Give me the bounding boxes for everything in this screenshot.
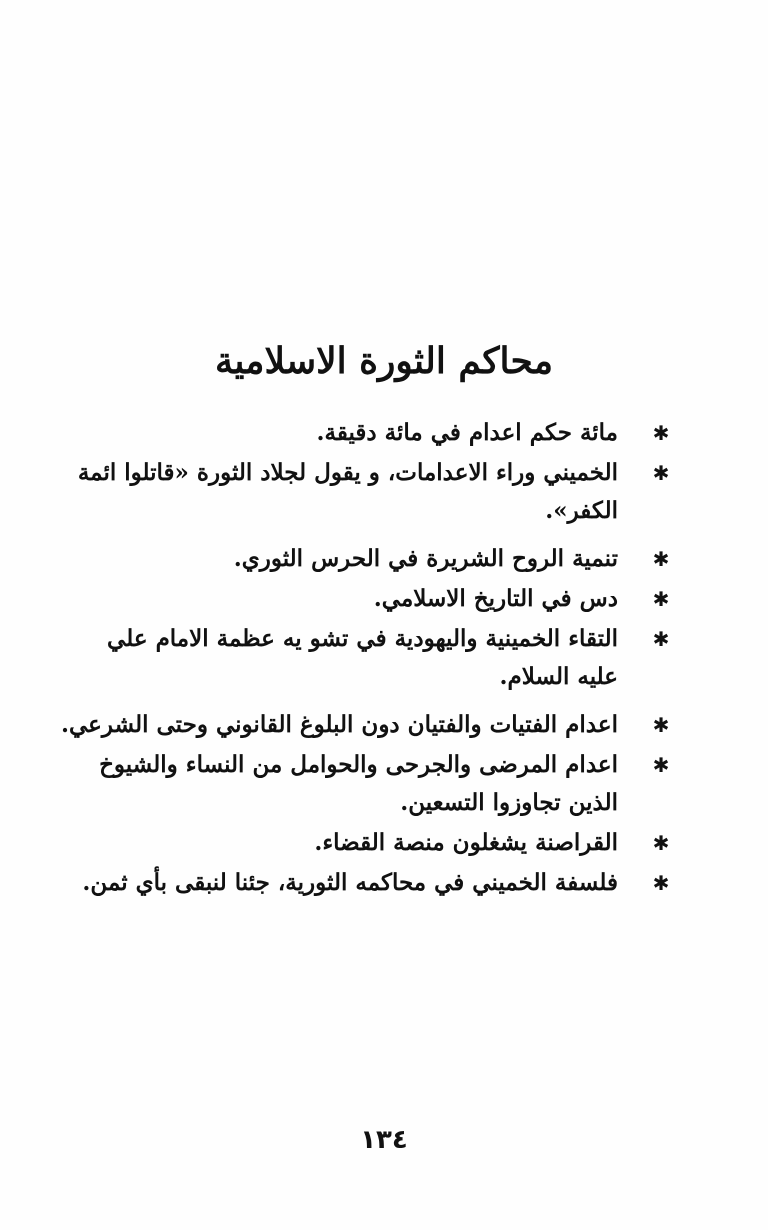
- asterisk-icon: ✱: [652, 461, 670, 485]
- asterisk-icon: ✱: [652, 871, 670, 895]
- asterisk-icon: ✱: [652, 627, 670, 651]
- list-item: [60, 824, 680, 862]
- asterisk-icon: ✱: [652, 831, 670, 855]
- list-item-text: فلسفة الخميني في محاكمه الثورية، جئنا لنبقى بأي ثمن.: [82, 869, 618, 896]
- list-item: [60, 540, 680, 578]
- page-number: ١٣٤: [360, 1125, 408, 1155]
- list-item-text: دس في التاريخ الاسلامي.: [373, 585, 618, 612]
- asterisk-icon: ✱: [652, 753, 670, 777]
- list-item: [60, 746, 680, 822]
- list-item: [60, 620, 680, 696]
- list-item: [60, 414, 680, 452]
- list-item: [60, 454, 680, 530]
- list-item-text: القراصنة يشغلون منصة القضاء.: [314, 829, 618, 856]
- asterisk-icon: ✱: [652, 713, 670, 737]
- list-item-text: تنمية الروح الشريرة في الحرس الثوري.: [233, 545, 618, 572]
- asterisk-icon: ✱: [652, 421, 670, 445]
- asterisk-icon: ✱: [652, 587, 670, 611]
- list-item: [60, 580, 680, 618]
- list-item: [60, 864, 680, 902]
- chapter-title: محاكم الثورة الاسلامية: [215, 340, 553, 383]
- list-item-text: التقاء الخمينية واليهودية في تشو يه عظمة الامام علي عليه السلام.: [107, 625, 618, 690]
- bullet-list: [60, 414, 680, 904]
- list-item-text: الخميني وراء الاعدامات، و يقول لجلاد الثورة «قاتلوا ائمة الكفر».: [77, 459, 618, 524]
- asterisk-icon: ✱: [652, 547, 670, 571]
- list-item-text: اعدام المرضى والجرحى والحوامل من النساء والشيوخ الذين تجاوزوا التسعين.: [99, 751, 618, 816]
- list-item-text: اعدام الفتيات والفتيان دون البلوغ القانوني وحتى الشرعي.: [61, 711, 618, 738]
- list-item: [60, 706, 680, 744]
- list-item-text: مائة حكم اعدام في مائة دقيقة.: [316, 419, 618, 446]
